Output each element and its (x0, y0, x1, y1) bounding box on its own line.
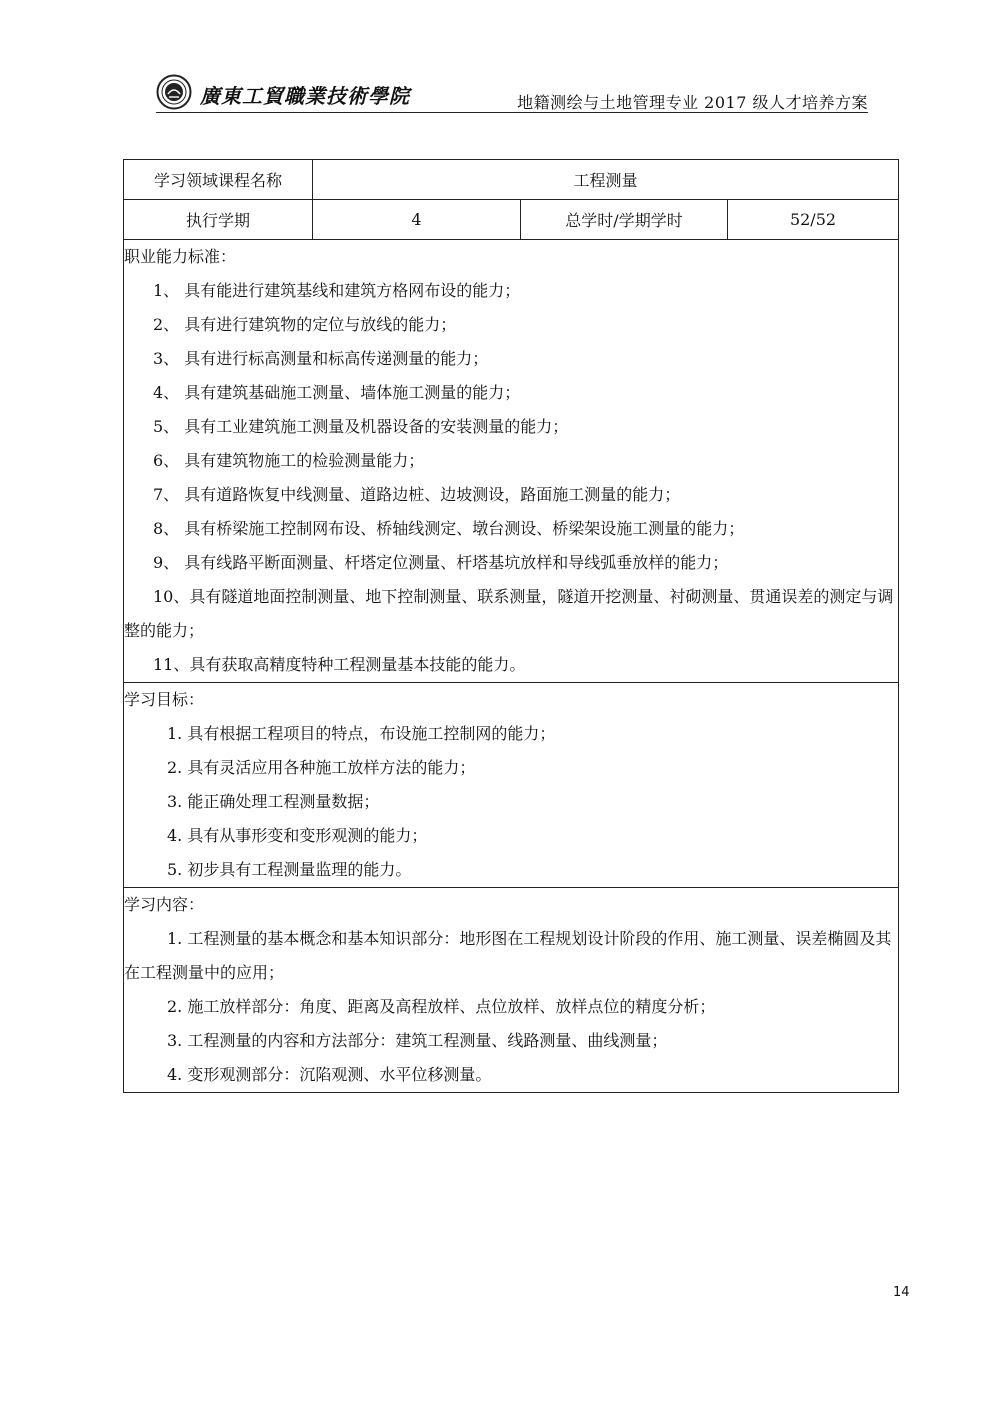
semester-value: 4 (313, 200, 521, 240)
competency-title: 职业能力标准： (124, 247, 237, 266)
content-section (124, 888, 899, 1093)
competency-item: 10、具有隧道地面控制测量、地下控制测量、联系测量，隧道开挖测量、衬砌测量、贯通误差的测定与调整的能力； (124, 587, 894, 640)
objectives-row (124, 683, 899, 888)
competency-item: 11、具有获取高精度特种工程测量基本技能的能力。 (153, 655, 526, 674)
school-emblem-icon (156, 74, 192, 110)
competency-item: 7、 具有道路恢复中线测量、道路边桩、边坡测设，路面施工测量的能力； (153, 485, 681, 504)
competency-row (124, 240, 899, 683)
objectives-title: 学习目标： (124, 690, 205, 709)
page-number: 14 (893, 1285, 910, 1300)
content-item: 3. 工程测量的内容和方法部分：建筑工程测量、线路测量、曲线测量； (167, 1031, 668, 1050)
content-title: 学习内容： (124, 895, 205, 914)
content-item: 2. 施工放样部分：角度、距离及高程放样、点位放样、放样点位的精度分析； (167, 997, 716, 1016)
objectives-section (124, 683, 899, 888)
course-table (123, 159, 899, 1093)
course-name-label: 学习领域课程名称 (124, 160, 313, 200)
course-name-value: 工程测量 (313, 160, 899, 200)
competency-item: 5、 具有工业建筑施工测量及机器设备的安装测量的能力； (153, 417, 569, 436)
objective-item: 5. 初步具有工程测量监理的能力。 (167, 860, 412, 879)
competency-section (124, 240, 899, 683)
hours-value: 52/52 (728, 200, 899, 240)
objective-item: 2. 具有灵活应用各种施工放样方法的能力； (167, 758, 476, 777)
content-item: 4. 变形观测部分：沉陷观测、水平位移测量。 (167, 1065, 492, 1084)
competency-item: 9、 具有线路平断面测量、杆塔定位测量、杆塔基坑放样和导线弧垂放样的能力； (153, 553, 729, 572)
competency-item: 4、 具有建筑基础施工测量、墙体施工测量的能力； (153, 383, 521, 402)
competency-item: 6、 具有建筑物施工的检验测量能力； (153, 451, 425, 470)
competency-item: 3、 具有进行标高测量和标高传递测量的能力； (153, 349, 489, 368)
competency-item: 2、 具有进行建筑物的定位与放线的能力； (153, 315, 457, 334)
course-name-row (124, 160, 899, 200)
objective-item: 1. 具有根据工程项目的特点，布设施工控制网的能力； (167, 724, 556, 743)
header-divider (156, 112, 868, 113)
page-header (156, 66, 868, 112)
competency-item: 8、 具有桥梁施工控制网布设、桥轴线测定、墩台测设、桥梁架设施工测量的能力； (153, 519, 745, 538)
objective-item: 3. 能正确处理工程测量数据； (167, 792, 380, 811)
content-row (124, 888, 899, 1093)
content-item: 1. 工程测量的基本概念和基本知识部分：地形图在工程规划设计阶段的作用、施工测量、误差椭圆及其在工程测量中的应用； (124, 929, 892, 982)
school-name: 廣東工貿職業技術學院 (200, 84, 410, 108)
document-title: 地籍测绘与土地管理专业 2017 级人才培养方案 (517, 93, 868, 112)
hours-label: 总学时/学期学时 (521, 200, 728, 240)
semester-row (124, 200, 899, 240)
objective-item: 4. 具有从事形变和变形观测的能力； (167, 826, 428, 845)
semester-label: 执行学期 (124, 200, 313, 240)
competency-item: 1、 具有能进行建筑基线和建筑方格网布设的能力； (153, 281, 521, 300)
